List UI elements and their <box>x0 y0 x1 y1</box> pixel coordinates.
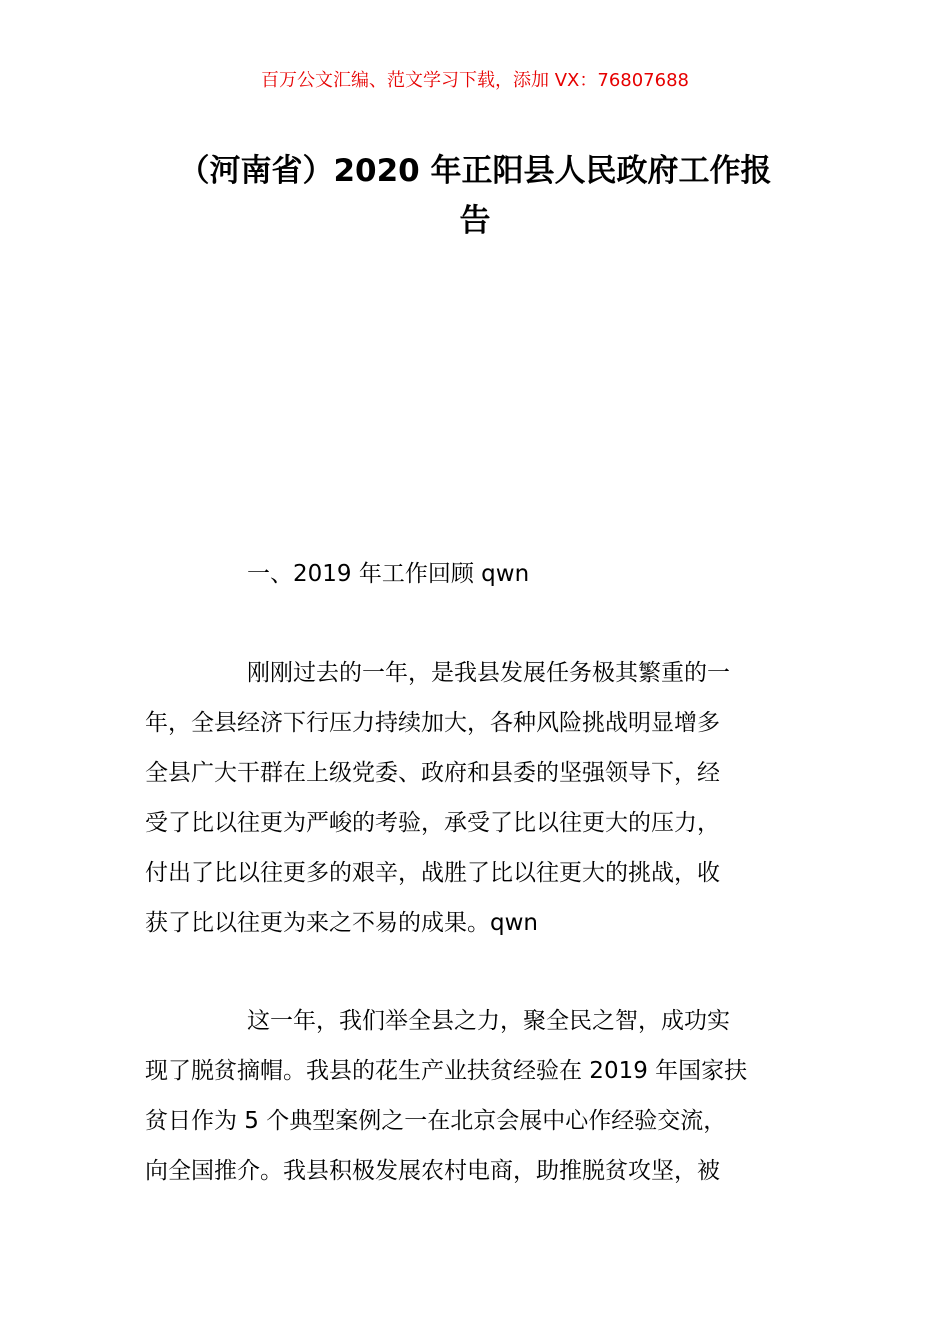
section-heading: 一、2019 年工作回顾 qwn <box>247 561 530 587</box>
document-title <box>145 146 805 246</box>
paragraph-line: 现了脱贫摘帽。我县的花生产业扶贫经验在 2019 年国家扶 <box>145 1058 748 1084</box>
paragraph-line: 向全国推介。我县积极发展农村电商，助推脱贫攻坚，被 <box>145 1158 720 1184</box>
document-title-line-1: （河南省）2020 年正阳县人民政府工作报 <box>178 153 772 189</box>
paragraph-line: 全县广大干群在上级党委、政府和县委的坚强领导下，经 <box>145 760 720 786</box>
paragraph-line: 年，全县经济下行压力持续加大，各种风险挑战明显增多 <box>145 710 720 736</box>
paragraph-2 <box>145 996 807 1196</box>
document-title-line-2: 告 <box>459 203 491 239</box>
header-note: 百万公文汇编、范文学习下载，添加 VX：76807688 <box>261 70 689 91</box>
paragraph-line: 刚刚过去的一年，是我县发展任务极其繁重的一 <box>247 660 730 686</box>
paragraph-line: 贫日作为 5 个典型案例之一在北京会展中心作经验交流， <box>145 1108 727 1134</box>
paragraph-line: 付出了比以往更多的艰辛，战胜了比以往更大的挑战，收 <box>145 860 720 886</box>
paragraph-1 <box>145 648 807 948</box>
paragraph-line: 获了比以往更为来之不易的成果。qwn <box>145 910 538 936</box>
paragraph-line: 这一年，我们举全县之力，聚全民之智，成功实 <box>247 1008 730 1034</box>
paragraph-line: 受了比以往更为严峻的考验，承受了比以往更大的压力， <box>145 810 720 836</box>
